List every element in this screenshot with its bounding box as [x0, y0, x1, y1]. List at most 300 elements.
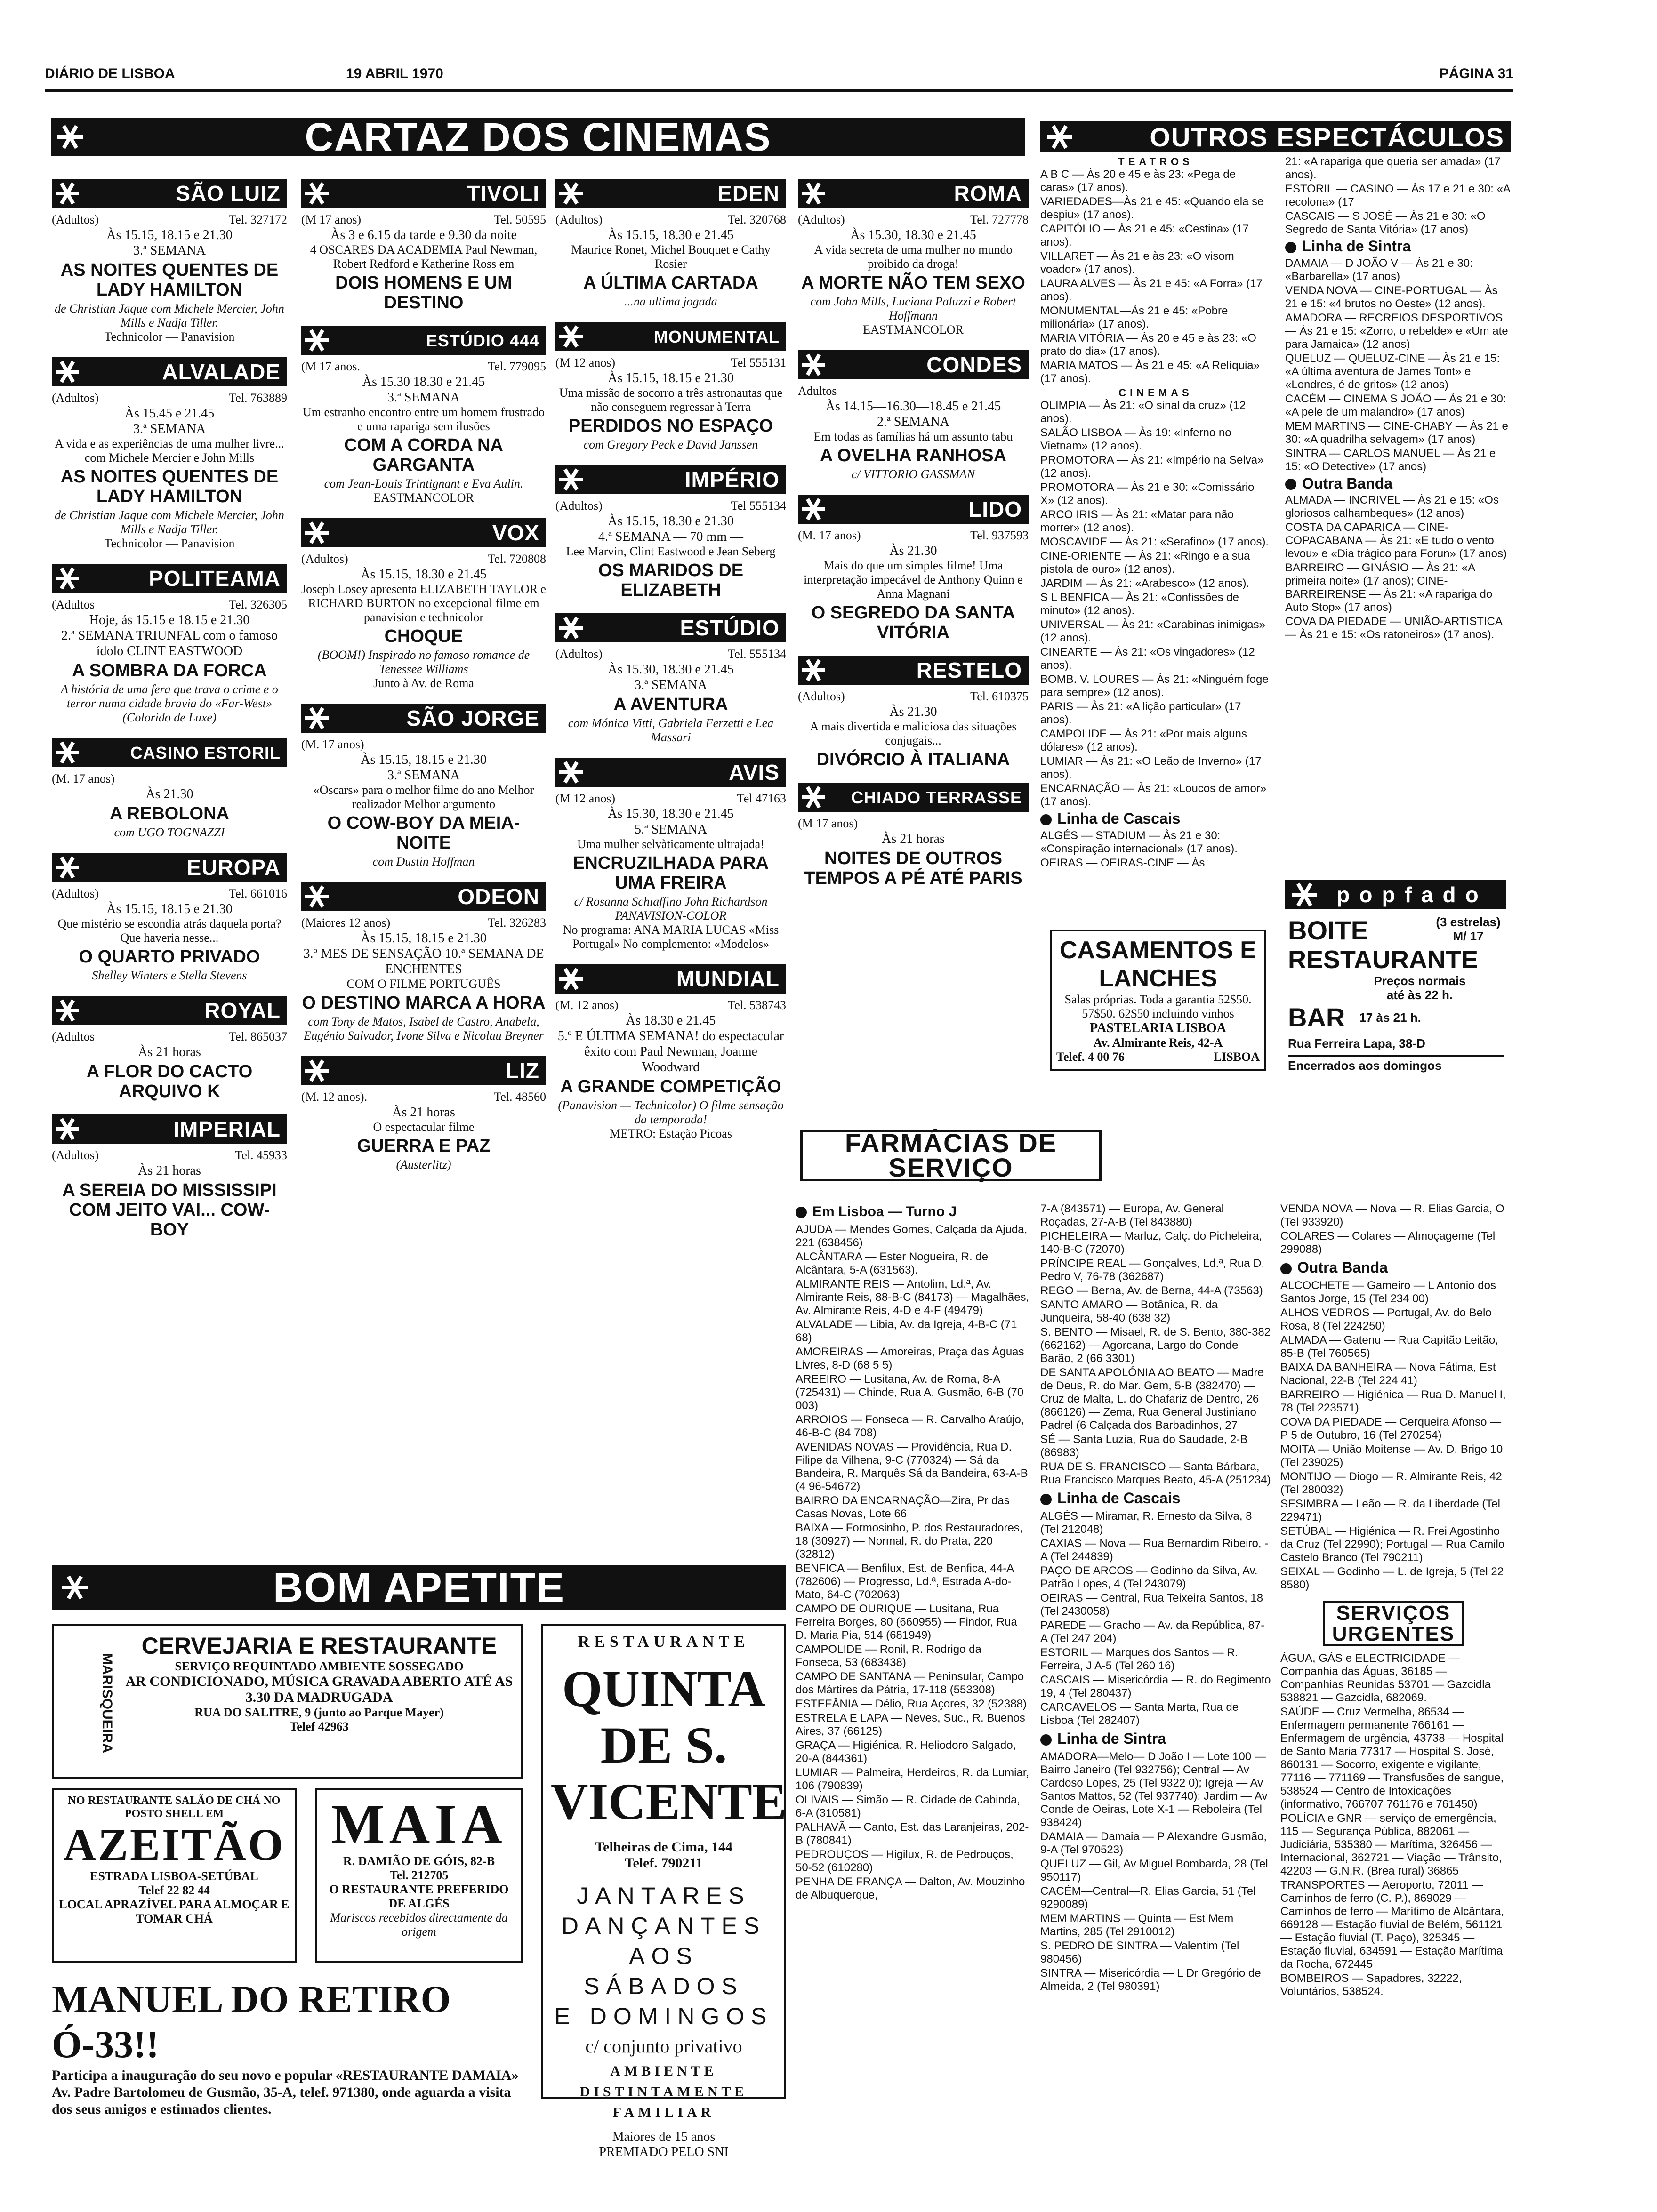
cinemas-banner: [51, 114, 1025, 159]
outros-col-2: [1285, 155, 1511, 642]
telephone: Tel. 320768: [728, 213, 786, 226]
showtimes: Às 15.30, 18.30 e 21.45: [608, 662, 734, 677]
list-item: AMADORA—Melo— D João I — Lote 100 — Bairro Janeiro (Tel 932756); Central — Av Cardoso Lopes, 25 (Tel 9322 0); Igreja — Av Santos Mattos, 52 (Tel 937740); Jardim — Av Conde de Oeiras, Lote X-1 — Reboleira (Tel 938424): [1040, 1750, 1268, 1829]
telephone: Tel 555131: [731, 356, 786, 369]
maia-rest: O RESTAURANTE PREFERIDO DE ALGÉS: [329, 1883, 509, 1910]
cinema-header: [555, 322, 786, 351]
film-title: A REBOLONA: [109, 804, 230, 824]
cinema-name: IMPERIAL: [173, 1116, 281, 1141]
cinema-listing: [301, 704, 546, 869]
star-icon: [56, 360, 79, 384]
telephone: Tel. 538743: [728, 998, 786, 1012]
list-item: LUMIAR — Palmeira, Herdeiros, R. da Lumiar, 106 (790839): [796, 1766, 1030, 1792]
cinema-name: LIZ: [506, 1058, 539, 1083]
list-item: PARIS — Às 21: «A lição particular» (17 anos).: [1040, 700, 1241, 726]
farm-sintra-head: Linha de Sintra: [1057, 1730, 1166, 1747]
star-icon: [305, 182, 329, 205]
list-item: OEIRAS — Central, Rua Teixeira Santos, 18 (Tel 2430058): [1040, 1592, 1263, 1618]
farmacias-title-text: FARMÁCIAS DE SERVIÇO: [845, 1128, 1057, 1182]
cinema-name: EUROPA: [186, 855, 281, 880]
cinema-listing: [555, 465, 786, 600]
film-title: GUERRA E PAZ: [357, 1136, 491, 1156]
cinema-column-4: [798, 179, 1029, 901]
list-item: AVENIDAS NOVAS — Providência, Rua D. Filipe da Vilhena, 9-C (770324) — Sá da Bandeira, R. Marquês Sá da Bandeira, 63-A-B (4 96-54672): [796, 1441, 1028, 1493]
cinema-header: [798, 179, 1029, 208]
cinema-header: [798, 656, 1029, 685]
farmacias-sintra-list: [1040, 1750, 1271, 1993]
film-credit: com Dustin Hoffman: [372, 855, 475, 868]
film-credit: (Panavision — Technicolor) O filme sensação da temporada!: [558, 1098, 784, 1126]
list-item: VENDA NOVA — CINE-PORTUGAL — Às 21 e 15: «4 brutos no Oeste» (12 anos).: [1285, 284, 1498, 310]
film-title: COM A CORDA NA GARGANTA: [344, 435, 503, 475]
film-credit: com Gregory Peck e David Janssen: [583, 438, 758, 451]
age-class: (Adultos): [52, 1148, 99, 1162]
cinema-meta: [52, 1029, 287, 1044]
cinema-meta: [798, 383, 1029, 399]
outros-col-1: [1040, 155, 1271, 871]
list-item: ALMADA — Gatenu — Rua Capitão Leitão, 85-B (Tel 760565): [1280, 1334, 1498, 1360]
list-item: ENCARNAÇÃO — Às 21: «Loucos de amor» (17 anos).: [1040, 782, 1267, 808]
masthead: [45, 66, 1513, 88]
outros-top-list: [1285, 155, 1511, 236]
showtimes: Às 15.15, 18.15 e 21.30: [106, 902, 233, 916]
telephone: Tel 47163: [737, 792, 786, 805]
showtimes: Às 15.15, 18.15 e 21.30: [106, 228, 233, 242]
film-credit: A história de uma fera que trava o crime e o terror numa cidade bravia do «Far-West» (Colorido de Luxe): [61, 682, 278, 724]
cinemas-head: CINEMAS: [1118, 387, 1193, 399]
list-item: VILLARET — Às 21 e às 23: «O visom voador» (17 anos).: [1040, 250, 1234, 276]
age-class: (Adultos): [555, 213, 603, 226]
cinema-listing: [52, 853, 287, 983]
quinta-addr: Telheiras de Cima, 144: [595, 1839, 733, 1855]
list-item: BAIRRO DA ENCARNAÇÃO—Zira, Pr das Casas Novas, Lote 66: [796, 1494, 1010, 1520]
list-item: ESTORIL — CASINO — Às 17 e 21 e 30: «A recolona» (17: [1285, 183, 1510, 208]
cinema-meta: [555, 212, 786, 227]
cinema-header: [555, 465, 786, 494]
age-class: (Maiores 12 anos): [301, 916, 391, 930]
age-class: (Adultos): [555, 647, 603, 661]
cinema-meta: [301, 915, 546, 930]
bullet-icon: [796, 1207, 807, 1218]
cinema-listing: [301, 1056, 546, 1172]
star-icon: [305, 521, 329, 545]
list-item: AMADORA — RECREIOS DESPORTIVOS — Às 21 e 15: «Zorro, o rebelde» e «Um ate para Jamaica» (12 anos): [1285, 311, 1508, 351]
list-item: CACÉM — CINEMA S JOÃO — Às 21 e 30: «A pele de um malandro» (17 anos): [1285, 392, 1506, 418]
cinema-header: [555, 179, 786, 208]
cinema-header: [555, 758, 786, 787]
cinema-meta: [301, 359, 546, 374]
list-item: CASCAIS — S JOSÉ — Às 21 e 30: «O Segredo de Santa Vitória» (17 anos): [1285, 210, 1486, 236]
cinema-name: VOX: [492, 520, 539, 545]
film-extra: EASTMANCOLOR: [863, 323, 964, 337]
cinema-meta: [555, 355, 786, 370]
age-class: (M 17 anos): [798, 817, 858, 830]
farmacias-col-2: [1040, 1202, 1271, 1994]
cinema-name: AVIS: [729, 760, 780, 785]
age-class: (M 17 anos.: [301, 360, 360, 373]
list-item: OLIMPIA — Às 21: «O sinal da cruz» (12 anos).: [1040, 399, 1246, 425]
list-item: MONTIJO — Diogo — R. Almirante Reis, 42 (Tel 280032): [1280, 1470, 1502, 1496]
star-icon: [559, 182, 583, 205]
age-class: (M 17 anos): [301, 213, 362, 226]
list-item: ALCOCHETE — Gameiro — L Antonio dos Santos Jorge, 15 (Tel 234 00): [1280, 1279, 1496, 1305]
tagline: COM O FILME PORTUGUÊS: [346, 977, 501, 991]
age-class: (M. 12 anos).: [301, 1090, 368, 1104]
casamentos-title: CASAMENTOS E LANCHES: [1060, 937, 1256, 992]
film-title: A OVELHA RANHOSA: [820, 446, 1007, 465]
farmacias-title: [800, 1130, 1102, 1181]
showtimes: Às 3 e 6.15 da tarde e 9.30 da noite: [330, 228, 517, 242]
list-item: SANTO AMARO — Botânica, R. da Junqueira, 58-40 (638 32): [1040, 1298, 1218, 1324]
star-icon: [802, 785, 825, 809]
list-item: SEIXAL — Godinho — L. de Igreja, 5 (Tel 22 8580): [1280, 1565, 1504, 1591]
week-label: 2.ª SEMANA: [877, 415, 949, 429]
cinema-header: [555, 613, 786, 642]
film-title: O DESTINO MARCA A HORA: [302, 993, 546, 1013]
week-label: 3.ª SEMANA: [635, 678, 707, 692]
film-credit: c/ VITTORIO GASSMAN: [851, 467, 975, 481]
list-item: DAMAIA — D JOÃO V — Às 21 e 30: «Barbarella» (17 anos): [1285, 256, 1473, 283]
bullet-icon: [1040, 814, 1052, 825]
star-icon: [56, 741, 79, 764]
tagline: A vida secreta de uma mulher no mundo proibido da droga!: [814, 243, 1013, 271]
casamentos-addr: Av. Almirante Reis, 42-A: [1093, 1036, 1223, 1050]
cinema-header: [301, 1056, 546, 1085]
list-item: S L BENFICA — Às 21: «Confissões de minuto» (12 anos).: [1040, 591, 1239, 617]
farmacias-col-1: [796, 1200, 1031, 1903]
farmacias-col-3: [1280, 1202, 1511, 1999]
age-class: (Adultos: [52, 598, 95, 611]
quinta-maiores: Maiores de 15 anos: [612, 2130, 716, 2144]
week-label: 2.ª SEMANA TRIUNFAL com o famoso ídolo CLINT EASTWOOD: [61, 628, 278, 658]
telephone: Tel. 326283: [488, 916, 546, 930]
list-item: AREEIRO — Lusitana, Av. de Roma, 8-A (725431) — Chinde, Rua A. Gusmão, 6-B (70 003): [796, 1373, 1024, 1412]
list-item: SINTRA — Misericórdia — L Dr Gregório de Almeida, 2 (Tel 980391): [1040, 1967, 1261, 1993]
cinema-meta: [798, 528, 1029, 543]
cinema-name: MONUMENTAL: [653, 327, 780, 346]
cinema-name: SÃO LUIZ: [176, 181, 281, 206]
telephone: Tel. 727778: [970, 213, 1029, 226]
film-extra: EASTMANCOLOR: [373, 491, 474, 505]
film-title: O SEGREDO DA SANTA VITÓRIA: [811, 603, 1015, 642]
film-extra: No programa: ANA MARIA LUCAS «Miss Portugal» No complemento: «Modelos»: [563, 923, 779, 951]
list-item: LUMIAR — Às 21: «O Leão de Inverno» (17 anos).: [1040, 755, 1262, 781]
farm-cascais-head: Linha de Cascais: [1057, 1490, 1181, 1507]
star-icon: [305, 885, 329, 908]
page-number: PÁGINA 31: [1439, 66, 1513, 81]
cinema-header: [798, 350, 1029, 379]
cinema-listing: [798, 495, 1029, 642]
list-item: COLARES — Colares — Almoçageme (Tel 299088): [1280, 1230, 1496, 1256]
list-item: COVA DA PIEDADE — Cerqueira Afonso — P 5 de Outubro, 16 (Tel 270254): [1280, 1416, 1502, 1442]
list-item: SÉ — Santa Luzia, Rua do Saudade, 2-B (86983): [1040, 1433, 1248, 1459]
quinta-ad: [541, 1624, 787, 2159]
list-item: MEM MARTINS — Quinta — Est Mem Martins, 285 (Tel 2910012): [1040, 1912, 1234, 1938]
list-item: ALMIRANTE REIS — Antolim, Ld.ª, Av. Almirante Reis, 88-B-C (84173) — Magalhães, Av. Almirante Reis, 4-D e 4-F (49479): [796, 1278, 1030, 1317]
list-item: SALÃO LISBOA — Às 19: «Inferno no Vietnam» (12 anos).: [1040, 426, 1231, 452]
popfado-boite: BOITE: [1288, 915, 1369, 945]
list-item: JARDIM — Às 21: «Arabesco» (12 anos).: [1040, 577, 1250, 590]
age-class: (Adultos): [798, 689, 845, 703]
quinta-rest: RESTAURANTE: [578, 1633, 750, 1651]
tagline: Uma missão de socorro a três astronautas que não conseguem regressar à Terra: [559, 386, 783, 414]
cinema-name: CONDES: [926, 352, 1022, 377]
week-label: 3.ª SEMANA: [133, 243, 206, 258]
film-title: O QUARTO PRIVADO: [79, 947, 260, 967]
film-title: DIVÓRCIO À ITALIANA: [816, 750, 1010, 769]
list-item: MARIA VITÓRIA — Às 20 e 45 e às 23: «O prato do dia» (17 anos).: [1040, 332, 1256, 358]
cinema-listing: [555, 179, 786, 309]
star-icon: [802, 353, 825, 377]
telephone: Tel. 48560: [494, 1090, 546, 1104]
popfado-restaurant: RESTAURANTE: [1288, 946, 1478, 974]
week-label: 3.ª SEMANA: [387, 390, 460, 405]
telephone: Tel. 45933: [235, 1148, 287, 1162]
film-extra: Junto à Av. de Roma: [373, 676, 474, 690]
azeitao-ad: [52, 1788, 297, 1963]
cinemas-banner-text: CARTAZ DOS CINEMAS: [305, 114, 772, 159]
cinema-meta: [52, 597, 287, 612]
list-item: COSTA DA CAPARICA — CINE-COPACABANA — Às 21: «E tudo o vento levou» e «Dia trágico para Forun» (17 anos): [1285, 521, 1507, 561]
film-title: DOIS HOMENS E UM DESTINO: [335, 273, 512, 313]
cinema-listing: [798, 179, 1029, 337]
cinema-meta: [52, 390, 287, 406]
showtimes: Às 21 horas: [138, 1163, 201, 1178]
cinema-header: [52, 564, 287, 593]
cinema-listing: [798, 350, 1029, 481]
list-item: QUELUZ — Gil, Av Miguel Bombarda, 28 (Tel 950117): [1040, 1858, 1268, 1883]
cinema-header: [301, 518, 546, 547]
maia-name: MAIA: [331, 1793, 507, 1855]
cinema-name: SÃO JORGE: [406, 705, 539, 730]
list-item: COVA DA PIEDADE — UNIÃO-ARTISTICA — Às 21 e 15: «Os ratoneiros» (17 anos).: [1285, 615, 1502, 641]
cinema-name: ROMA: [954, 181, 1022, 206]
list-item: CASCAIS — Misericórdia — R. do Regimento 19, 4 (Tel 280437): [1040, 1674, 1271, 1699]
film-title: A ÚLTIMA CARTADA: [583, 273, 758, 293]
telephone: Tel. 326305: [229, 598, 287, 611]
banda-list: [1285, 494, 1511, 641]
star-icon: [559, 468, 583, 491]
film-title: A SOMBRA DA FORCA: [72, 661, 267, 681]
showtimes: Às 15.30, 18.30 e 21.45: [850, 228, 976, 242]
list-item: ESTORIL — Marques dos Santos — R. Ferreira, J A-5 (Tel 260 16): [1040, 1646, 1239, 1672]
urgentes-title: [1323, 1601, 1464, 1646]
cinema-name: ODEON: [458, 884, 539, 909]
list-item: ÁGUA, GÁS e ELECTRICIDADE — Companhia das Águas, 36185 — Companhias Reunidas 53701 — Gazcidla 538821 — Gazcidla, 682069.: [1280, 1652, 1491, 1704]
list-item: SETÚBAL — Higiénica — R. Frei Agostinho da Cruz (Tel 22990); Portugal — Rua Camilo Castelo Branco (Tel 790211): [1280, 1525, 1505, 1564]
cinema-meta: [798, 212, 1029, 227]
list-item: OLIVAIS — Simão — R. Cidade de Cabinda, 6-A (310581): [796, 1794, 1021, 1819]
list-item: AMOREIRAS — Amoreiras, Praça das Águas Livres, 8-D (68 5 5): [796, 1346, 1024, 1371]
banda-head: Outra Banda: [1302, 474, 1393, 492]
film-title: A MORTE NÃO TEM SEXO: [801, 273, 1025, 293]
cinema-name: ROYAL: [204, 998, 281, 1023]
quinta-tel: Telef. 790211: [625, 1855, 703, 1871]
film-extra: METRO: Estação Picoas: [610, 1127, 732, 1140]
cinema-listing: [52, 738, 287, 840]
azeitao-road: ESTRADA LISBOA-SETÚBAL: [90, 1869, 258, 1883]
film-title: AS NOITES QUENTES DE LADY HAMILTON: [60, 467, 279, 506]
list-item: RUA DE S. FRANCISCO — Santa Bárbara, Rua Francisco Marques Beato, 45-A (251234): [1040, 1460, 1271, 1486]
film-credit: com John Mills, Luciana Paluzzi e Robert Hoffmann: [810, 295, 1016, 322]
list-item: MOITA — União Moitense — Av. D. Brigo 10 (Tel 239025): [1280, 1443, 1503, 1469]
telephone: Tel. 555134: [728, 647, 786, 661]
cinema-header: [301, 326, 546, 355]
cinema-header: [301, 704, 546, 733]
showtimes: Às 15.15, 18.15 e 21.30: [608, 371, 734, 385]
film-credit: de Christian Jaque com Michele Mercier, John Mills e Nadja Tiller.: [55, 508, 284, 536]
cinema-name: TIVOLI: [467, 181, 539, 206]
tagline: Lee Marvin, Clint Eastwood e Jean Seberg: [566, 545, 776, 558]
cervejaria-title: CERVEJARIA E RESTAURANTE: [141, 1633, 497, 1659]
list-item: CINEARTE — Às 21: «Os vingadores» (12 anos).: [1040, 646, 1255, 672]
list-item: CAMPOLIDE — Às 21: «Por mais alguns dólares» (12 anos).: [1040, 728, 1247, 753]
list-item: 7-A (843571) — Europa, Av. General Roçadas, 27-A-B (Tel 843880): [1040, 1202, 1224, 1228]
cinema-header: [52, 738, 287, 767]
star-icon: [305, 706, 329, 730]
popfado-closing: Encerrados aos domingos: [1288, 1055, 1504, 1073]
film-extra: Technicolor — Panavision: [104, 537, 235, 550]
bom-apetite-text: BOM APETITE: [273, 1563, 565, 1611]
film-credit: com Mónica Vitti, Gabriela Ferzetti e Lea Massari: [568, 716, 774, 744]
film-credit: Shelley Winters e Stella Stevens: [92, 969, 247, 982]
showtimes: Hoje, ás 15.15 e 18.15 e 21.30: [89, 613, 250, 627]
list-item: MEM MARTINS — CINE-CHABY — Às 21 e 30: «A quadrilha selvagem» (17 anos): [1285, 419, 1508, 446]
list-item: PICHELEIRA — Marluz, Calç. do Picheleira, 140-B-C (72070): [1040, 1230, 1262, 1256]
star-icon: [559, 616, 583, 640]
age-class: (M 12 anos): [555, 792, 616, 805]
cinema-meta: [52, 886, 287, 901]
telephone: Tel. 779095: [488, 360, 546, 373]
age-class: (Adultos): [52, 887, 99, 900]
casamentos-ad: [1050, 930, 1266, 1071]
list-item: SESIMBRA — Leão — R. da Liberdade (Tel 229471): [1280, 1498, 1500, 1523]
bullet-icon: [1285, 479, 1296, 490]
cinema-header: [798, 783, 1029, 812]
list-item: CAPITÓLIO — Às 21 e 45: «Cestina» (17 anos).: [1040, 223, 1249, 248]
list-item: CINE-ORIENTE — Às 21: «Ringo e a sua pistola de ouro» (12 anos).: [1040, 550, 1250, 576]
telephone: Tel. 661016: [229, 887, 287, 900]
tagline: Joseph Losey apresenta ELIZABETH TAYLOR e RICHARD BURTON no excepcional filme em panavision e technicolor: [301, 582, 546, 624]
week-label: 3.ª SEMANA: [387, 768, 460, 783]
cinema-listing: [555, 613, 786, 745]
cinema-header: [52, 996, 287, 1025]
cinema-listing: [555, 758, 786, 951]
bullet-icon: [1040, 1494, 1052, 1505]
cinema-listing: [798, 656, 1029, 769]
list-item: AJUDA — Mendes Gomes, Calçada da Ajuda, 221 (638456): [796, 1223, 1028, 1249]
cinema-listing: [52, 1114, 287, 1240]
list-item: PEDROUÇOS — Higilux, R. de Pedrouços, 50-52 (610280): [796, 1848, 1014, 1874]
list-item: SINTRA — CARLOS MANUEL — Às 21 e 15: «O Detective» (17 anos): [1285, 447, 1496, 473]
cinema-listing: [301, 179, 546, 313]
star-icon: [802, 497, 825, 521]
showtimes: Às 21.30: [145, 787, 193, 801]
star-icon: [1292, 882, 1317, 907]
week-label: 5.ª SEMANA: [635, 822, 707, 837]
farmacias-lisboa-list: [796, 1223, 1031, 1902]
telephone: Tel. 327172: [229, 213, 287, 226]
tagline: Em todas as famílias há um assunto tabu: [813, 430, 1013, 443]
star-icon: [56, 999, 79, 1022]
list-item: A B C — Às 20 e 45 e às 23: «Pega de caras» (17 anos).: [1040, 168, 1236, 194]
urgentes-list: [1280, 1652, 1511, 1998]
popfado-precos: Preços normais até às 22 h.: [1374, 974, 1466, 1002]
popfado-word: popfado: [1336, 882, 1488, 907]
list-item: CAMPOLIDE — Ronil, R. Rodrigo da Fonseca, 53 (683438): [796, 1643, 981, 1669]
showtimes: Às 15.15, 18.15 e 21.30: [361, 753, 487, 767]
manuel-body: Participa a inauguração do seu novo e popular «RESTAURANTE DAMAIA» Av. Padre Bartolomeu de Gusmão, 35-A, telef. 971380, onde aguarda a visita dos seus amigos e estimados clientes.: [52, 2068, 519, 2117]
cascais-list: [1040, 829, 1271, 870]
casamentos-name: PASTELARIA LISBOA: [1090, 1021, 1226, 1035]
cinema-meta: [301, 737, 546, 752]
cinema-meta: [555, 997, 786, 1013]
list-item: BAIXA — Formosinho, P. dos Restauradores, 18 (30927) — Normal, R. do Prata, 220 (32812): [796, 1522, 1023, 1561]
urgentes-title-text: SERVIÇOS URGENTES: [1332, 1602, 1455, 1645]
week-label: 5.º E ÚLTIMA SEMANA! do espectacular êxito com Paul Newman, Joanne Woodward: [557, 1029, 784, 1074]
film-title: CHOQUE: [384, 626, 463, 646]
list-item: TRANSPORTES — Aeroporto, 72011 — Caminhos de ferro (C. P.), 869029 — Caminhos de ferro — Marítimo de Alcântara, 669128 — Estação fluvial de Belém, 561121 — Estação fluvial (T. Paço), 325345 — Estação fluvial, 634591 — Estação Marítima da Rocha, 672445: [1280, 1879, 1504, 1971]
star-icon: [305, 329, 329, 352]
showtimes: Às 21 horas: [882, 832, 945, 846]
week-label: 3.ª SEMANA: [133, 422, 206, 436]
cinema-name: ESTÚDIO 444: [426, 330, 539, 350]
other-cinemas-list: [1040, 399, 1271, 809]
cinema-name: CHIADO TERRASSE: [851, 787, 1022, 807]
cinema-listing: [798, 783, 1029, 888]
cinema-listing: [52, 179, 287, 344]
film-credit: com Jean-Louis Trintignant e Eva Aulin.: [324, 477, 523, 490]
bullet-icon: [1280, 1263, 1292, 1274]
tagline: Um estranho encontro entre um homem frustrado e uma rapariga sem ilusões: [302, 405, 545, 433]
farmacias-cascais-list: [1040, 1510, 1271, 1727]
age-class: Adultos: [798, 384, 837, 398]
popfado-ad: [1285, 880, 1506, 1078]
list-item: BAIXA DA BANHEIRA — Nova Fátima, Est Nacional, 22-B (Tel 224 41): [1280, 1361, 1496, 1387]
showtimes: Às 15.15, 18.15 e 21.30: [361, 931, 487, 946]
list-item: CAMPO DE OURIQUE — Lusitana, Rua Ferreira Borges, 80 (660955) — Findor, Rua D. Maria Pia, 514 (681949): [796, 1603, 1017, 1642]
showtimes: Às 14.15—16.30—18.45 e 21.45: [825, 399, 1001, 414]
list-item: REGO — Berna, Av. de Berna, 44-A (73563): [1040, 1284, 1263, 1297]
popfado-bar-hours: 17 às 21 h.: [1359, 1010, 1421, 1025]
tagline: A vida e as experiências de uma mulher livre... com Michele Mercier e John Mills: [55, 437, 284, 465]
age-class: (Adultos): [52, 391, 99, 405]
cinema-listing: [52, 996, 287, 1101]
list-item: OEIRAS — OEIRAS-CINE — Às: [1040, 856, 1205, 869]
star-icon: [57, 124, 83, 150]
age-class: (M. 17 anos): [798, 529, 861, 542]
tagline: «Oscars» para o melhor filme do ano Melhor realizador Melhor argumento: [313, 783, 534, 811]
film-title: A FLOR DO CACTO ARQUIVO K: [86, 1062, 253, 1101]
casamentos-body: Salas próprias. Toda a garantia 52$50. 57$50. 62$50 incluindo vinhos: [1064, 993, 1252, 1020]
age-class: (Adultos): [555, 499, 603, 513]
list-item: BENFICA — Benfilux, Est. de Benfica, 44-A (782606) — Progresso, Ld.ª, Estrada A-do-Mato, 64-C (702063): [796, 1562, 1014, 1601]
cinema-listing: [52, 357, 287, 551]
telephone: Tel. 763889: [229, 391, 287, 405]
quinta-premiado: PREMIADO PELO SNI: [599, 2145, 729, 2159]
showtimes: Às 15.45 e 21.45: [124, 406, 215, 421]
cinema-meta: [798, 816, 1029, 831]
list-item: BARREIRO — GINÁSIO — Às 21: «A primeira noite» (17 anos); CINE-BARREIRENSE — Às 21: «A rapariga do Auto Stop» (17 anos): [1285, 561, 1493, 614]
film-title: OS MARIDOS DE ELIZABETH: [598, 561, 744, 600]
popfado-stars: (3 estrelas) M/ 17: [1436, 915, 1501, 943]
popfado-street: Rua Ferreira Lapa, 38-D: [1288, 1036, 1425, 1050]
cinema-meta: [555, 498, 786, 513]
outros-banner: [1040, 121, 1511, 152]
cinema-name: RESTELO: [916, 657, 1022, 682]
list-item: CARCAVELOS — Santa Marta, Rua de Lisboa (Tel 282407): [1040, 1701, 1239, 1727]
film-credit: (BOOM!) Inspirado no famoso romance de Tenessee Williams: [317, 648, 530, 676]
